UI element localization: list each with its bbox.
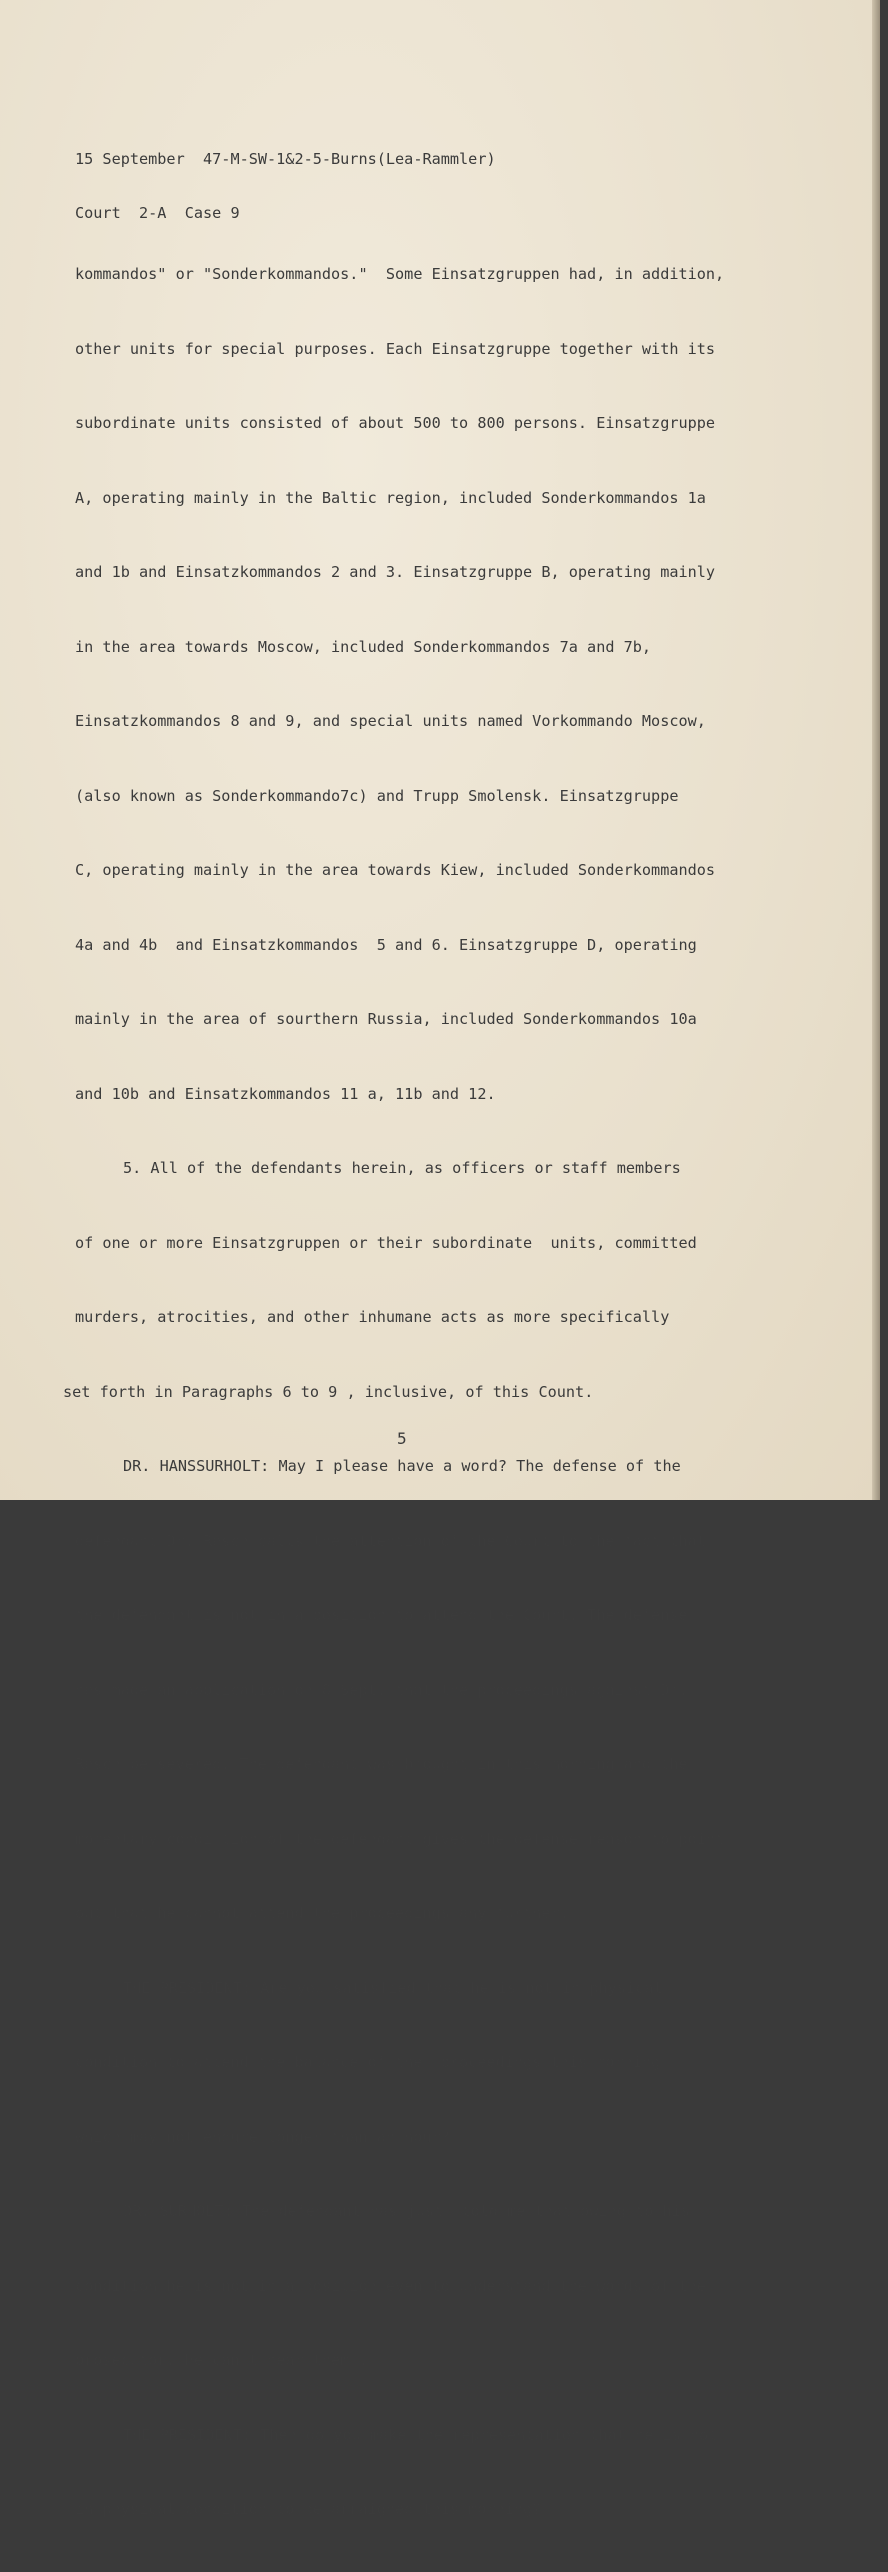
speaker-line: DR. HANSSURHOLT: May I please have a word? The defense of the [123,1457,681,1475]
text-line: 4a and 4b and Einsatzkommandos 5 and 6. Einsatzgruppe D, operating [75,935,697,954]
speaker-line: THE PRESIDENT: Then do you make the representation that he is not [123,2425,718,2444]
text-line: A, operating mainly in the Baltic region, included Sonderkommandos 1a [75,488,706,507]
page-number: 5 [397,1429,407,1448]
text-line: mainly in the area of sourthern Russia, included Sonderkommandos 10a [75,1010,697,1028]
text-line: murders, atrocities, and other inhumane acts as more specifically [75,1308,670,1326]
text-line: in physical condition to be arraigned this morning? [75,2500,542,2518]
header-line-2: Court 2-A Case 9 [75,204,240,222]
text-line: prosecutor. He can't hear them . [75,2351,368,2369]
text-line: has made an application on 8 Sept. that the proceedings against Dr. [75,1680,688,1699]
text-line: subordinate units consisted of about 500 to 800 persons. Einsatzgruppe [75,414,716,432]
text-line: of one or more Einsatzgruppen or their subordinate units, committed [75,1233,697,1252]
text-line: kommandos" or "Sonderkommandos." Some Einsatzgruppen had, in addition, [75,265,725,283]
text-line: Einsatzkommandos 8 and 9, and special units named Vorkommando Moscow, [75,712,706,730]
text-line: out that he cannot attend the proceedings any further. [75,1904,569,1922]
text-line: (also known as Sonderkommando7c) and Trupp Smolensk. Einsatzgruppe [75,786,679,805]
text-line: condition he is not in a position even to understand the words of the [75,2276,706,2295]
text-line: in the area towards Moscow, included Sonderkommandos 7a and 7b, [75,637,652,656]
text-line: and 1b and Einsatzkommandos 2 and 3. Einsatzgruppe B, operating mainly [75,563,716,581]
text-line: condition to attend the balance of the proceedings this morning [75,2053,661,2071]
paragraph-start-line: 5. All of the defendants herein, as officers or staff members [123,1159,681,1177]
text-line: the defendant is not in a position to attend the Court. The defense [75,1606,688,1624]
transcript-body [63,226,775,2572]
text-line: other units for special purposes. Each Einsatzgruppe together with its [75,339,716,358]
text-line: C, operating mainly in the area towards Kiew, included Sonderkommandos [75,861,716,879]
header-line-1: 15 September 47-M-SW-1&2-5-Burns(Lea-Rammler) [75,150,496,168]
text-line: defendant Dr. Rasch calls the attention of the Court to the fact that [75,1531,706,1550]
text-line: and 10b and Einsatzkommandos 11 a, 11b and 12. [75,1084,496,1103]
speaker-line: THE PRESIDENT: Are you satisfied that he is not in physical [123,1978,663,1997]
text-line: set forth in Paragraphs 6 to 9 , inclusive, of this Count. [63,1382,594,1401]
speaker-line: DR. SURHOLT: The defendant has just told me that owing to his [123,2202,690,2220]
text-line: Rasch be severed. The defendant was brought in this morning and the [75,1755,688,1773]
paper-edge [872,0,880,1500]
text-line: which may not endure longer than an hour? [75,2127,450,2146]
text-line: momentary condi tion of the defendant gives the defense reason to point [75,1829,725,1848]
